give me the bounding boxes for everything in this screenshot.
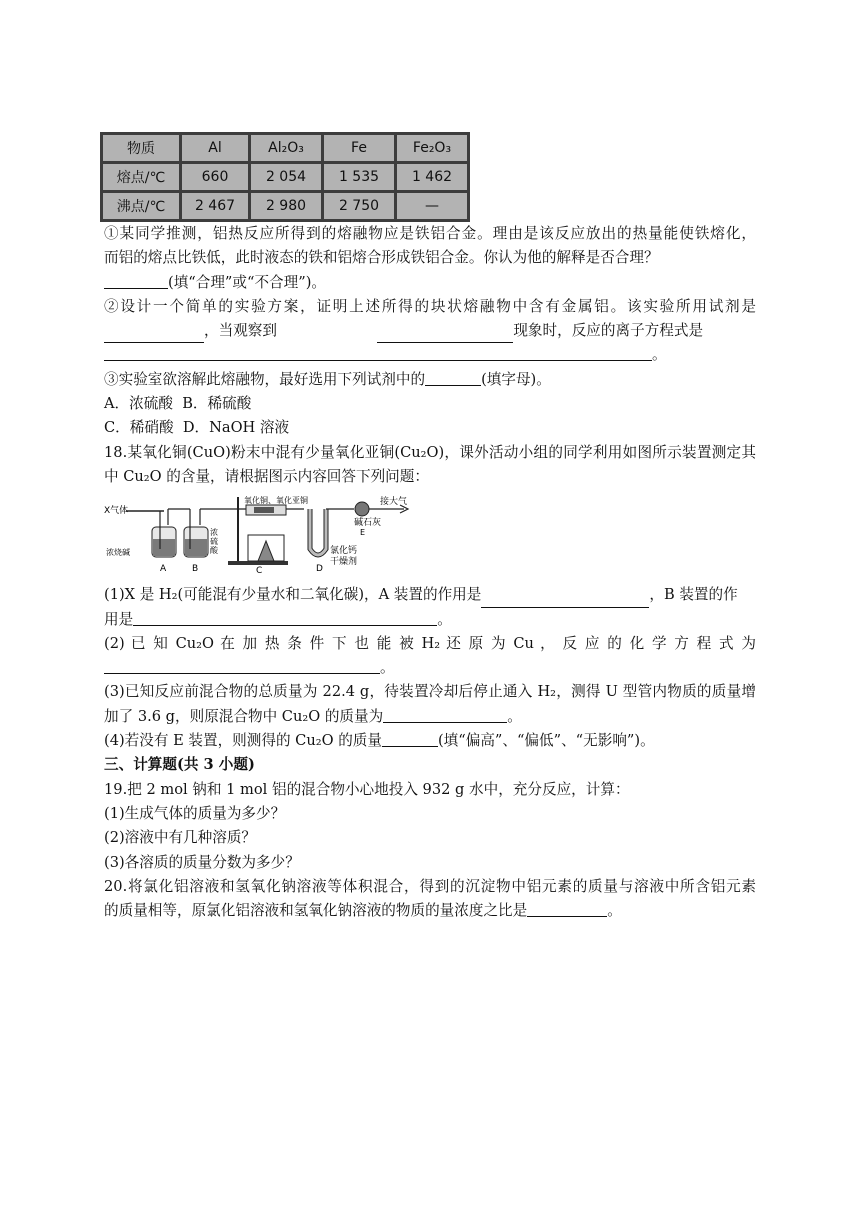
q1-line3-text: (填“合理”或“不合理”)。 xyxy=(168,273,326,291)
q18-s1-text-b: ，B 装置的作 xyxy=(649,586,738,604)
table-cell: 2 467 xyxy=(182,193,248,219)
label-c: C xyxy=(256,566,263,576)
label-b: B xyxy=(192,564,199,575)
x-gas-label: X气体 xyxy=(104,506,129,517)
table-cell: 2 750 xyxy=(324,193,394,219)
h2so4-label-1: 浓 xyxy=(210,528,218,538)
q20-line2 xyxy=(104,899,756,923)
q19-line1: 19.把 2 mol 钠和 1 mol 铝的混合物小心地投入 932 g 水中，充分反应，计算： xyxy=(104,780,630,798)
answer-blank[interactable] xyxy=(383,707,507,723)
q2-line3-text: 。 xyxy=(652,346,667,364)
q1-line3 xyxy=(104,271,756,295)
soda-label: 碱石灰 xyxy=(354,518,382,529)
option-b: B．稀硫酸 xyxy=(182,395,252,413)
answer-blank[interactable] xyxy=(382,731,438,747)
q18-s2-text: 。 xyxy=(380,659,395,677)
q18-line1: 18.某氧化铜(CuO)粉末中混有少量氧化亚铜(Cu₂O)，课外活动小组的同学利用如图所示装置测定其 xyxy=(104,443,756,461)
q19-s3: (3)各溶质的质量分数为多少？ xyxy=(104,853,300,871)
q2-line1: ②设计一个简单的实验方案，证明上述所得的块状熔融物中含有金属铝。该实验所用试剂是 xyxy=(104,297,756,315)
q18-s4-line xyxy=(104,729,756,753)
section-heading: 三、计算题(共 3 小题) xyxy=(104,756,255,774)
bottle-a-liquid xyxy=(153,539,175,556)
answer-blank[interactable] xyxy=(527,901,607,917)
table-row xyxy=(103,164,467,190)
q18-s4-text: (4)若没有 E 装置，则测得的 Cu₂O 的质量 xyxy=(104,732,382,750)
table-header-cell: Fe xyxy=(324,135,394,161)
table-header-cell: Al xyxy=(182,135,248,161)
q3-options-cd xyxy=(104,416,756,440)
answer-blank[interactable] xyxy=(104,327,204,343)
table-cell: 熔点/℃ xyxy=(103,164,179,190)
q20-line1: 20.将氯化铝溶液和氢氧化钠溶液等体积混合，得到的沉淀物中铝元素的质量与溶液中所含铝元素 xyxy=(104,877,756,895)
label-d: D xyxy=(316,564,323,575)
q18-s3-line2 xyxy=(104,705,756,729)
properties-table xyxy=(100,132,470,222)
e-label: E xyxy=(360,528,366,538)
table-cell: 2 980 xyxy=(251,193,321,219)
table-cell: 1 535 xyxy=(324,164,394,190)
q3-line1-suffix: (填字母)。 xyxy=(481,370,551,388)
q1-line1: ①某同学推测，铝热反应所得到的熔融物应是铁铝合金。理由是该反应放出的热量能使铁熔化， xyxy=(104,225,756,242)
q18-s1-text-d: 。 xyxy=(437,610,452,628)
table-cell: 2 054 xyxy=(251,164,321,190)
answer-blank[interactable] xyxy=(377,327,513,343)
cacl2-label-1: 氯化钙 xyxy=(330,546,358,557)
q2-line2-text-a: ，当观察到 xyxy=(204,322,277,340)
q19-s1: (1)生成气体的质量为多少？ xyxy=(104,804,286,822)
table-cell: 沸点/℃ xyxy=(103,193,179,219)
apparatus-diagram xyxy=(104,495,424,575)
q18-s3-text: 加了 3.6 g，则原混合物中 Cu₂O 的质量为 xyxy=(104,707,384,725)
q18-s1-line1 xyxy=(104,583,756,607)
q3-line1-text: ③实验室欲溶解此熔融物，最好选用下列试剂中的 xyxy=(104,370,426,388)
soda-lime-tube-e xyxy=(355,502,369,516)
tube-c-label: 氧化铜、氧化亚铜 xyxy=(244,496,308,506)
table-header-row xyxy=(103,135,467,161)
table-header-cell: Fe₂O₃ xyxy=(397,135,467,161)
q2-line2 xyxy=(104,319,756,343)
answer-blank[interactable] xyxy=(104,345,652,361)
q18-line2: 中 Cu₂O 的含量，请根据图示内容回答下列问题： xyxy=(104,467,429,485)
q18-s3-text-b: 。 xyxy=(507,707,522,725)
answer-blank[interactable] xyxy=(481,592,649,608)
h2so4-label-3: 酸 xyxy=(210,546,218,556)
air-label: 接大气 xyxy=(380,497,408,508)
q19-s2: (2)溶液中有几种溶质？ xyxy=(104,829,257,847)
q2-line3 xyxy=(104,343,756,367)
label-a: A xyxy=(160,564,167,575)
h2so4-label-2: 硫 xyxy=(210,537,218,547)
q18-s4-text-b: (填“偏高”、“偏低”、“无影响”)。 xyxy=(437,732,655,750)
naoh-label: 浓烧碱 xyxy=(106,548,130,558)
table-header-cell: Al₂O₃ xyxy=(251,135,321,161)
bottle-b-liquid xyxy=(185,539,207,556)
table-cell: 660 xyxy=(182,164,248,190)
q1-line2: 而铝的熔点比铁低，此时液态的铁和铝熔合形成铁铝合金。你认为他的解释是否合理？ xyxy=(104,249,659,267)
option-a: A．浓硫酸 xyxy=(104,395,173,413)
q18-s1-line2 xyxy=(104,608,756,632)
answer-blank[interactable] xyxy=(133,610,437,626)
table-cell: — xyxy=(397,193,467,219)
q20-line2-suffix: 。 xyxy=(607,902,622,920)
q18-s1-text: (1)X 是 H₂(可能混有少量水和二氧化碳)，A 装置的作用是 xyxy=(104,586,482,604)
table-header-cell: 物质 xyxy=(103,135,179,161)
cacl2-label-2: 干燥剂 xyxy=(330,557,358,568)
q18-s3-line1: (3)已知反应前混合物的总质量为 22.4 g，待装置冷却后停止通入 H₂，测得 U 型管内物质的质量增 xyxy=(104,683,756,701)
answer-blank[interactable] xyxy=(104,273,168,289)
q3-options-ab xyxy=(104,392,756,416)
option-c: C．稀硝酸 xyxy=(104,419,174,437)
document-content xyxy=(104,132,756,923)
q20-line2-text: 的质量相等，原氯化铝溶液和氢氧化钠溶液的物质的量浓度之比是 xyxy=(104,902,528,920)
q18-s2-line1: (2) 已 知 Cu₂O 在 加 热 条 件 下 也 能 被 H₂ 还 原 为 Cu ， 反 应 的 化 学 方 程 式 为 xyxy=(104,634,756,652)
table-cell: 1 462 xyxy=(397,164,467,190)
table-row xyxy=(103,193,467,219)
q18-s1-text-c: 用是 xyxy=(104,610,134,628)
q2-line2-text-b: 现象时，反应的离子方程式是 xyxy=(513,322,704,340)
answer-blank[interactable] xyxy=(425,370,481,386)
q18-s2-line2 xyxy=(104,656,756,680)
option-d: D．NaOH 溶液 xyxy=(182,419,290,437)
q3-line1 xyxy=(104,368,756,392)
answer-blank[interactable] xyxy=(104,658,380,674)
